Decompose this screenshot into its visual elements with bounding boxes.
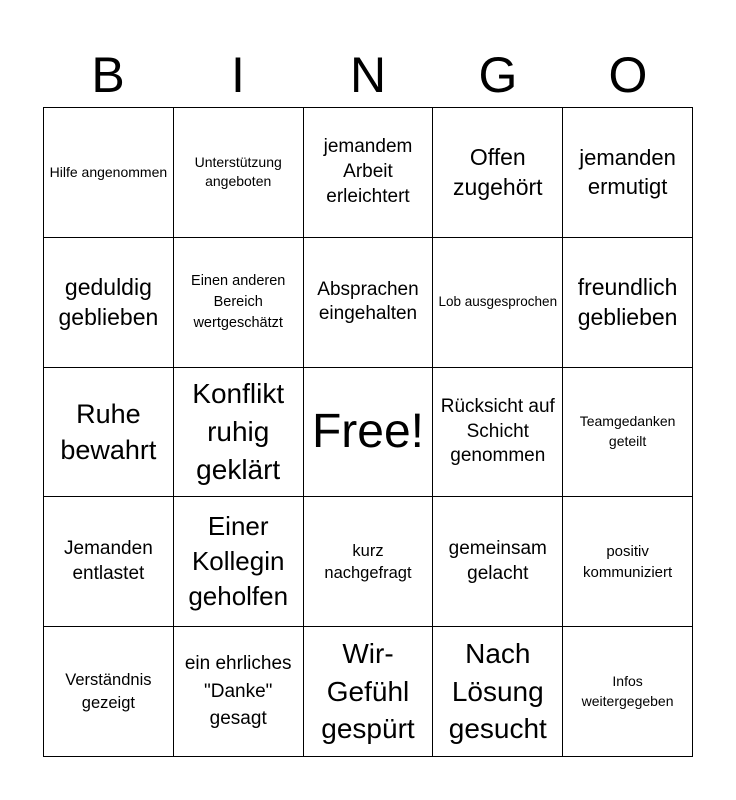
bingo-cell[interactable] [563,497,693,627]
cell-text: Lob ausgesprochen [438,293,558,309]
bingo-cell[interactable] [433,238,563,368]
cell-text: kurz nachgefragt [324,541,412,582]
cell-text: positiv kommuniziert [583,542,673,581]
bingo-cell[interactable] [304,238,434,368]
bingo-cell[interactable] [563,108,693,238]
header-letter-b: B [91,47,125,103]
bingo-cell[interactable] [304,627,434,757]
bingo-cell[interactable] [304,497,434,627]
cell-text: Teamgedanken geteilt [579,413,676,449]
cell-text: freundlich geblieben [577,273,678,331]
bingo-cell[interactable] [563,368,693,498]
cell-text: Nach Lösung gesucht [448,637,547,745]
header-letter-i: I [231,47,245,103]
free-space[interactable] [304,368,434,498]
bingo-cell[interactable] [174,627,304,757]
cell-text: ein ehrliches "Danke" gesagt [184,653,292,730]
cell-text: Jemanden entlastet [64,538,153,584]
cell-text: Hilfe angenommen [49,163,168,180]
bingo-cell[interactable] [44,108,174,238]
bingo-cell[interactable] [44,627,174,757]
cell-text: jemanden ermutigt [579,145,676,200]
bingo-cell[interactable] [174,497,304,627]
bingo-cell[interactable] [563,238,693,368]
bingo-header [43,44,693,106]
cell-text: Einer Kollegin geholfen [188,511,289,612]
cell-text: Konflikt ruhig geklärt [192,378,285,485]
cell-text: Rücksicht auf Schicht genommen [440,395,555,467]
cell-text: jemandem Arbeit erleichtert [323,136,413,207]
bingo-cell[interactable] [433,108,563,238]
bingo-cell[interactable] [174,238,304,368]
cell-text: Absprachen eingehalten [317,278,419,325]
bingo-cell[interactable] [563,627,693,757]
bingo-cell[interactable] [174,368,304,498]
bingo-cell[interactable] [433,627,563,757]
bingo-cell[interactable] [174,108,304,238]
cell-text: Unterstützung angeboten [194,153,282,190]
bingo-cell[interactable] [433,497,563,627]
cell-text: Offen zugehört [453,144,543,201]
cell-text: Einen anderen Bereich wertgeschätzt [191,272,286,331]
bingo-cell[interactable] [44,238,174,368]
cell-text: geduldig geblieben [58,273,159,331]
bingo-board [43,107,693,757]
header-letter-n: N [349,47,387,103]
cell-text: Verständnis gezeigt [65,671,152,712]
header-letter-g: G [478,47,518,103]
bingo-cell[interactable] [44,368,174,498]
header-letter-o: O [608,47,648,103]
cell-text: Wir-Gefühl gespürt [321,637,415,745]
bingo-cell[interactable] [433,368,563,498]
free-space-label: Free! [311,404,424,458]
cell-text: gemeinsam gelacht [448,538,547,584]
bingo-cell[interactable] [304,108,434,238]
cell-text: Infos weitergegeben [581,673,674,709]
bingo-cell[interactable] [44,497,174,627]
cell-text: Ruhe bewahrt [60,398,157,465]
